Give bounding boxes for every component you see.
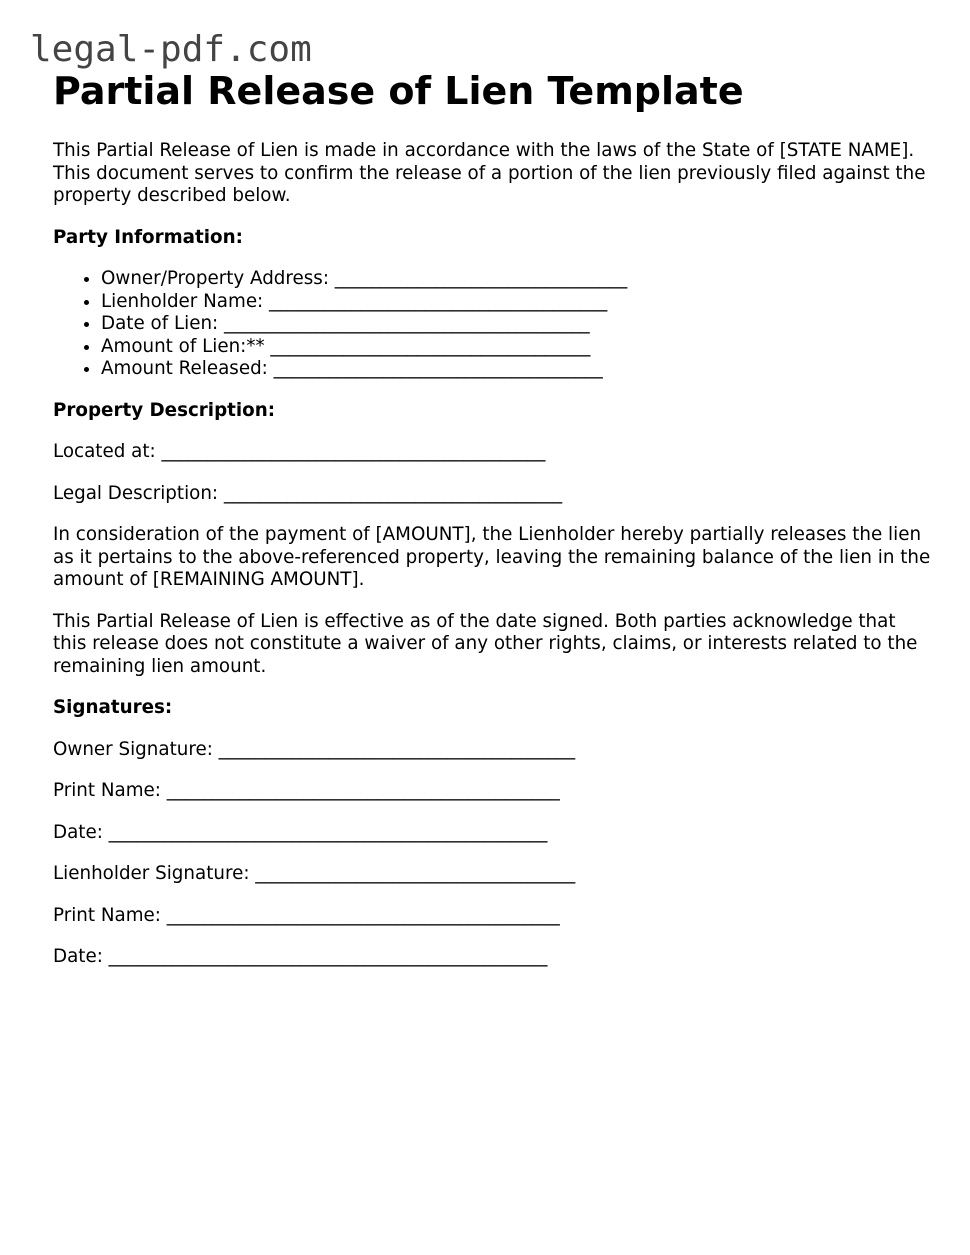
lienholder-signature-field: Lienholder Signature: ___________________________________ (53, 863, 576, 884)
owner-print-name-field: Print Name: ___________________________________________ (53, 780, 560, 801)
property-description-heading: Property Description: (53, 399, 276, 421)
legal-description-field: Legal Description: _____________________________________ (53, 482, 563, 504)
located-at-field: Located at: __________________________________________ (53, 441, 546, 462)
consideration-paragraph: In consideration of the payment of [AMOUNT], the Lienholder hereby partially releases the lien as it pertains to the above-referenced property, leaving the remaining balance of the lien in the amount of [REMAINING AMOUNT]. (53, 524, 931, 590)
owner-date-field: Date: ________________________________________________ (53, 821, 548, 843)
effective-paragraph: This Partial Release of Lien is effective as of the date signed. Both parties acknowledge that this release does not constitute a waiver of any other rights, claims, or interests related to the remaining lien amount. (53, 610, 918, 677)
lienholder-date-field: Date: ________________________________________________ (53, 946, 548, 967)
list-item-date-of-lien: • Date of Lien: ________________________________________ (101, 313, 933, 336)
signatures-heading: Signatures: (53, 697, 173, 718)
lienholder-print-name-field: Print Name: ___________________________________________ (53, 904, 560, 926)
owner-signature-field: Owner Signature: _______________________________________ (53, 738, 576, 760)
list-item-amount-of-lien: • Amount of Lien:** ___________________________________ (101, 336, 933, 359)
page-title: Partial Release of Lien Template (53, 69, 744, 113)
party-info-heading: Party Information: (53, 226, 243, 248)
list-item-owner-address: • Owner/Property Address: ________________________________ (101, 268, 933, 291)
watermark: legal-pdf.com (30, 29, 312, 70)
party-info-list (53, 268, 933, 381)
list-item-lienholder-name: • Lienholder Name: _____________________________________ (101, 291, 933, 314)
document (53, 68, 933, 988)
list-item-amount-released: • Amount Released: ____________________________________ (101, 358, 933, 381)
intro-paragraph: This Partial Release of Lien is made in accordance with the laws of the State of [STATE NAME]. This document serves to confirm the release of a portion of the lien previously filed against the property described below. (53, 140, 926, 206)
